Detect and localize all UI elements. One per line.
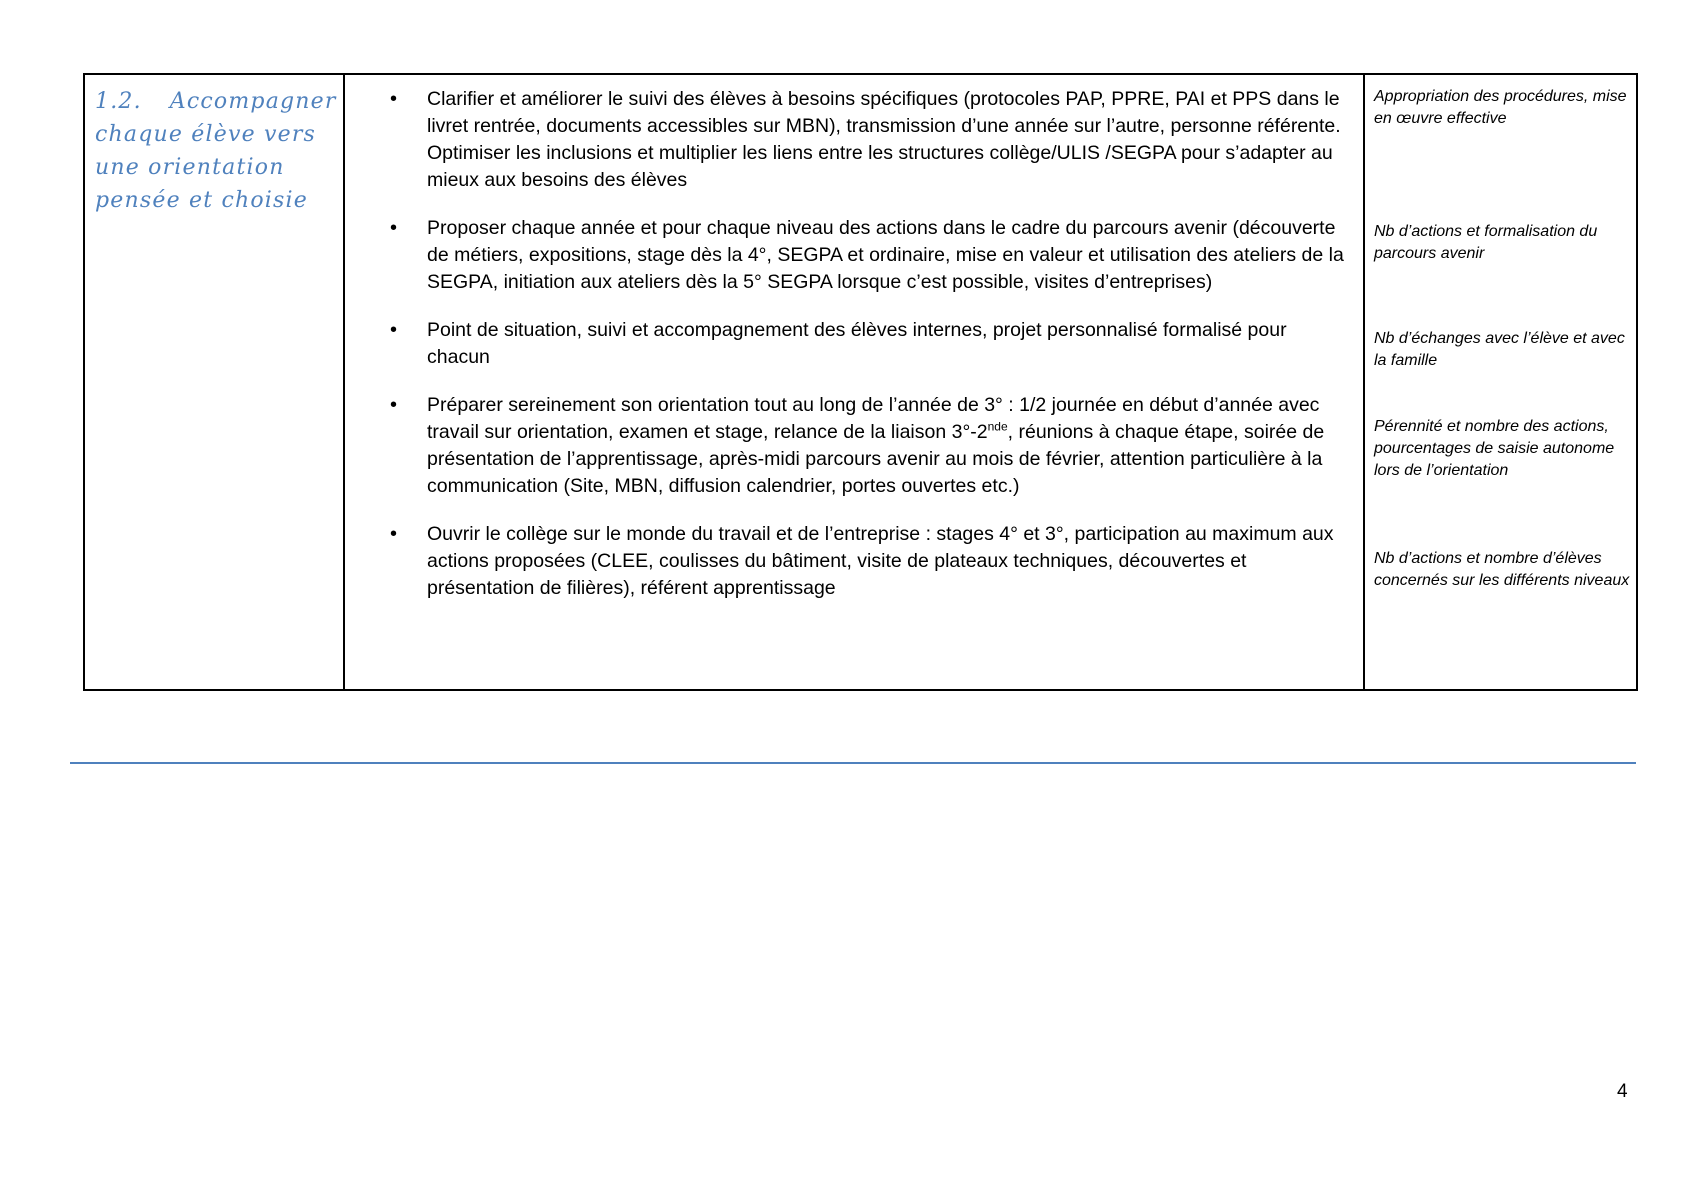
indicator-text: Nb d’actions et formalisation du parcours avenir <box>1374 223 1598 262</box>
bullet-icon: • <box>390 217 398 239</box>
superscript: nde <box>987 419 1008 434</box>
action-text: Ouvrir le collège sur le monde du travail et de l’entreprise : stages 4° et 3°, participation au maximum aux actions proposées (CLEE, coulisses du bâtiment, visite de plateaux techniques, découvertes et présentation de filières), référent apprentissage <box>427 523 1334 599</box>
indicator-text: Nb d’actions et nombre d’élèves concernés sur les différents niveaux <box>1374 550 1630 589</box>
bullet-icon: • <box>390 319 398 341</box>
section-number: 1.2. <box>95 89 142 114</box>
bullet-icon: • <box>390 394 398 416</box>
indicator-text: Pérennité et nombre des actions, pourcentages de saisie autonome lors de l’orientation <box>1374 418 1615 479</box>
indicators-list <box>1365 75 1636 689</box>
indicator-text: Appropriation des procédures, mise en œuvre effective <box>1374 88 1627 127</box>
page-number: 4 <box>1617 1081 1628 1102</box>
action-item <box>345 86 1353 194</box>
action-item <box>345 215 1353 296</box>
action-text-part: , réunions à chaque étape, soirée de présentation de l’apprentissage, après-midi parcours avenir au mois de février, attention particulière à la communication (Site, MBN, diffusion calendrier, portes ouvertes etc.) <box>427 421 1325 497</box>
action-item <box>345 392 1353 500</box>
action-plan-table <box>83 73 1638 691</box>
horizontal-rule <box>70 762 1636 764</box>
action-text: Point de situation, suivi et accompagnement des élèves internes, projet personnalisé formalisé pour chacun <box>427 319 1287 368</box>
table-row <box>84 74 1637 690</box>
action-text: Clarifier et améliorer le suivi des élèves à besoins spécifiques (protocoles PAP, PPRE, PAI et PPS dans le livret rentrée, documents accessibles sur MBN), transmission d’une année sur l’autre, personne référente. Optimiser les inclusions et multiplier les liens entre les structures collège/ULIS /SEGPA pour s’adapter au mieux aux besoins des élèves <box>427 88 1341 191</box>
indicator-text: Nb d’échanges avec l’élève et avec la famille <box>1374 330 1625 369</box>
actions-list <box>345 75 1363 602</box>
section-title <box>85 75 343 217</box>
action-text-part: Préparer sereinement son orientation tout au long de l’année de 3° : 1/2 journée en début d’année avec travail sur orientation, examen et stage, relance de la liaison 3°-2 <box>427 394 1320 443</box>
action-item <box>345 521 1353 602</box>
actions-cell <box>344 74 1364 690</box>
section-title-line: une orientation <box>95 155 285 180</box>
bullet-icon: • <box>390 523 398 545</box>
action-text: Proposer chaque année et pour chaque niveau des actions dans le cadre du parcours avenir (découverte de métiers, expositions, stage dès la 4°, SEGPA et ordinaire, mise en valeur et utilisation des ateliers de la SEGPA, initiation aux ateliers dès la 5° SEGPA lorsque c’est possible, visites d’entreprises) <box>427 217 1344 293</box>
section-title-cell <box>84 74 344 690</box>
bullet-icon: • <box>390 88 398 110</box>
section-title-line: pensée et choisie <box>95 188 308 213</box>
section-title-line: Accompagner <box>169 89 337 114</box>
section-title-line: chaque élève vers <box>95 122 317 147</box>
action-item <box>345 317 1353 371</box>
indicators-cell <box>1364 74 1637 690</box>
